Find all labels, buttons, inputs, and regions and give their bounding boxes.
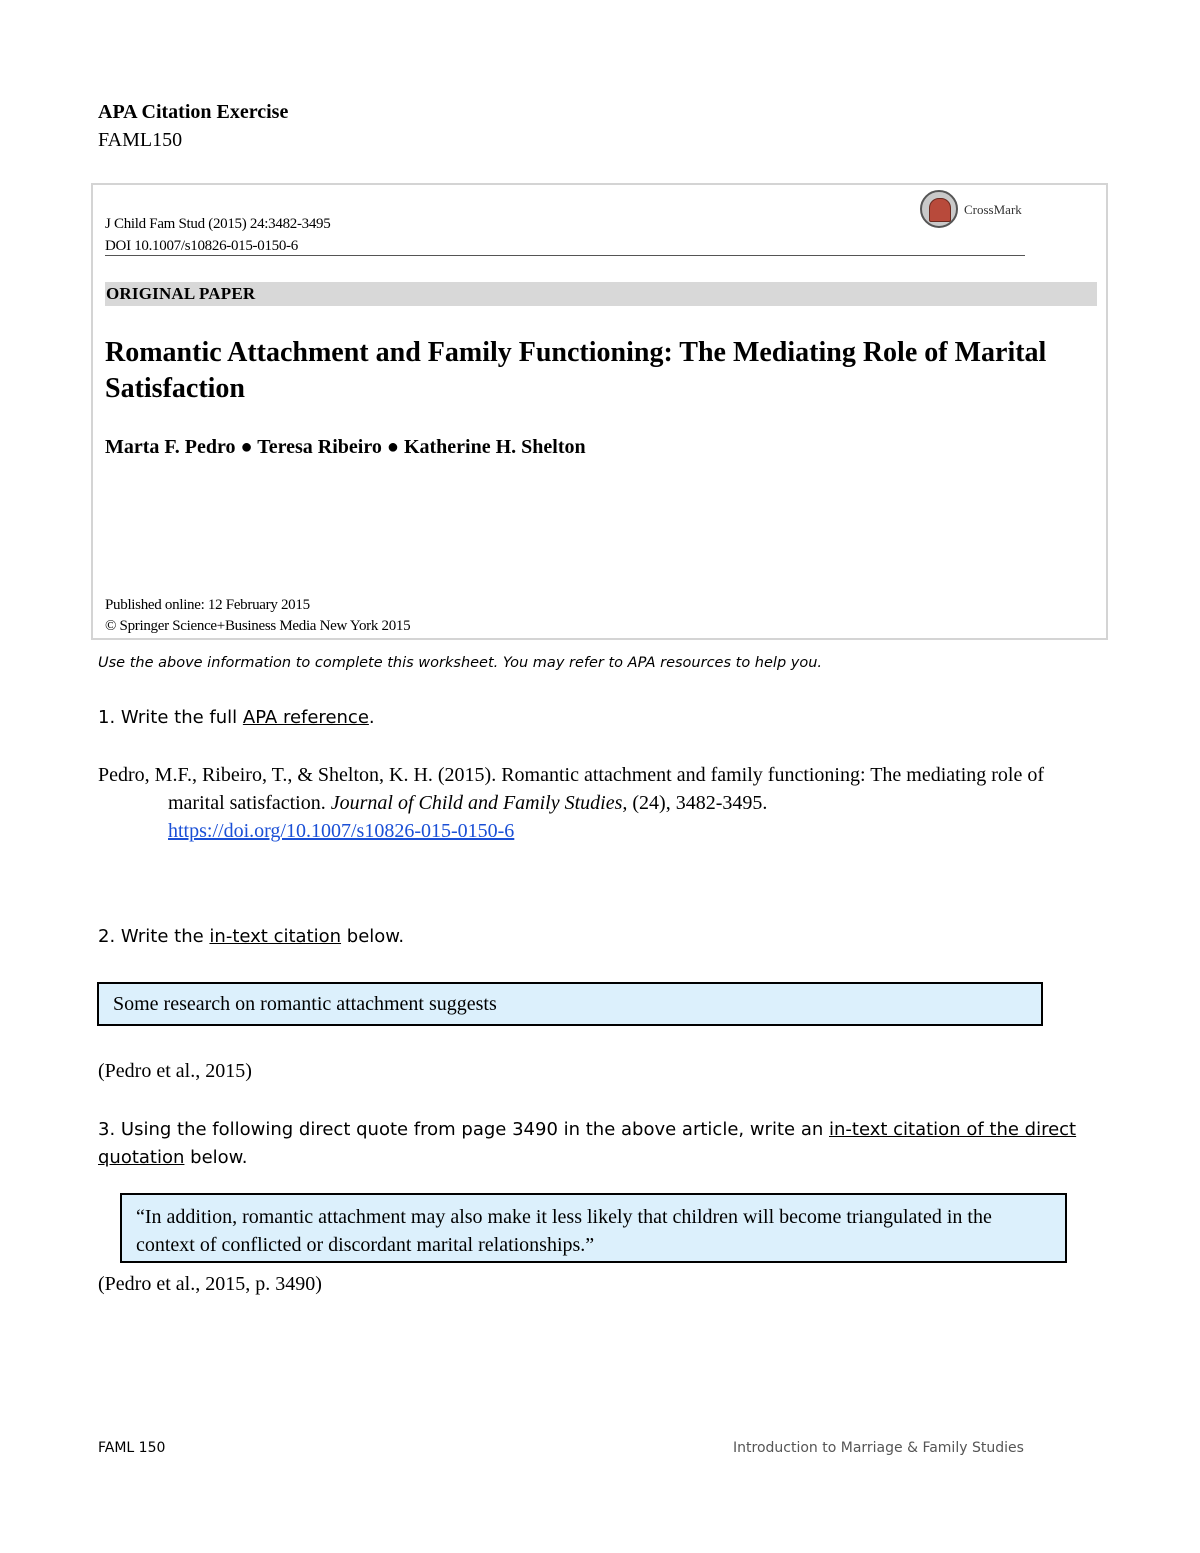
- section-label: ORIGINAL PAPER: [106, 284, 256, 303]
- journal-name: Journal of Child and Family Studies,: [330, 792, 628, 814]
- course-code: FAML150: [98, 129, 183, 151]
- question-2: 2. Write the in-text citation below.: [98, 926, 405, 947]
- footer-course-name: Introduction to Marriage & Family Studies: [733, 1440, 1024, 1456]
- copyright: © Springer Science+Business Media New York 2015: [105, 618, 411, 634]
- in-text-citation-answer: (Pedro et al., 2015): [98, 1060, 252, 1082]
- crossmark-icon: [920, 190, 958, 228]
- q3-link: in-text citation of the direct quotation: [98, 1119, 1077, 1168]
- journal-line: J Child Fam Stud (2015) 24:3482-3495: [105, 216, 331, 232]
- divider: [105, 255, 1025, 256]
- crossmark-label: CrossMark: [964, 202, 1022, 217]
- paper-title: Romantic Attachment and Family Functioning: The Mediating Role of Marital Satisfaction: [105, 337, 1047, 404]
- doi-line: DOI 10.1007/s10826-015-0150-6: [105, 238, 298, 254]
- quote-box: “In addition, romantic attachment may also make it less likely that children will become triangulated in the context of conflicted or discordant marital relationships.”: [120, 1193, 1067, 1263]
- footer-course: FAML 150: [98, 1440, 166, 1456]
- published-date: Published online: 12 February 2015: [105, 597, 310, 613]
- reference-answer: Pedro, M.F., Ribeiro, T., & Shelton, K. H. (2015). Romantic attachment and family functioning: The mediating role of marital satisfaction. Journal of Child and Family Studies, (24), 3482-3495. https://doi.org/10.1007/s10826-015-0150-6: [98, 764, 1045, 842]
- quote-citation-answer: (Pedro et al., 2015, p. 3490): [98, 1273, 322, 1295]
- q2-link: in-text citation: [209, 926, 342, 947]
- doi-link[interactable]: https://doi.org/10.1007/s10826-015-0150-6: [168, 820, 515, 842]
- crossmark-logo: [920, 190, 1030, 230]
- question-3: 3. Using the following direct quote from page 3490 in the above article, write an in-text citation of the direct quotation below.: [98, 1119, 1077, 1168]
- document-title: APA Citation Exercise: [98, 101, 289, 123]
- authors: Marta F. Pedro ● Teresa Ribeiro ● Katherine H. Shelton: [105, 436, 586, 458]
- question-1: 1. Write the full APA reference.: [98, 707, 375, 728]
- sentence-box: Some research on romantic attachment suggests: [97, 982, 1043, 1026]
- instructions: Use the above information to complete this worksheet. You may refer to APA resources to help you.: [98, 655, 823, 671]
- q1-link: APA reference: [242, 707, 369, 728]
